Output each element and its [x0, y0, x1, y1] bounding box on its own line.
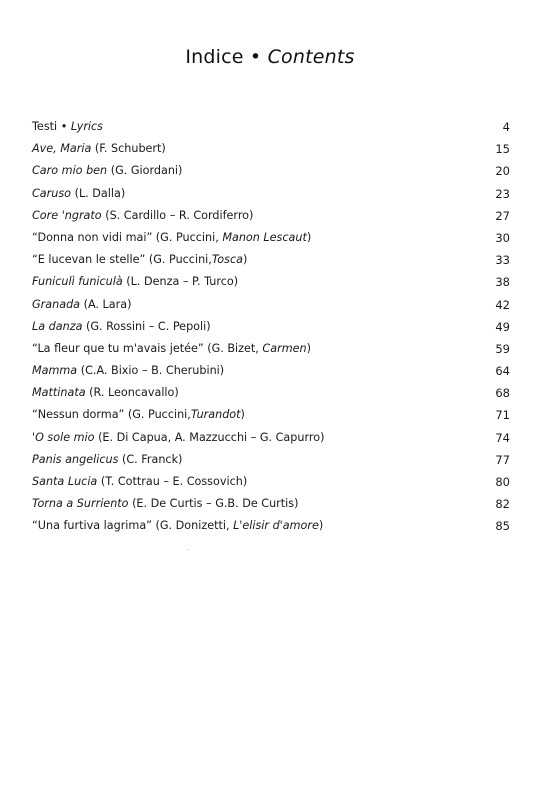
toc-entry-title	[32, 404, 245, 426]
toc-entry-title-part: Panis angelicus	[32, 452, 119, 466]
toc-entry	[32, 227, 510, 249]
toc-entry-page-number: 27	[495, 208, 510, 223]
toc-entry-title-part: (L. Dalla)	[71, 186, 126, 200]
toc-entry-title-part: )	[306, 230, 312, 244]
toc-entry-title	[32, 338, 311, 360]
toc-entry-page-number: 38	[495, 275, 510, 290]
toc-entry-page-number: 64	[495, 364, 510, 379]
toc-entry-title	[32, 382, 179, 404]
toc-entry-title	[32, 227, 311, 249]
title-main: Indice	[185, 46, 244, 68]
toc-entry-title-part: “Nessun dorma” (G. Puccini,	[32, 408, 191, 422]
title-separator: •	[249, 46, 262, 68]
toc-entry-page-number: 20	[495, 164, 510, 179]
toc-entry	[32, 449, 510, 471]
toc-entry-title-part: Santa Lucia	[32, 475, 98, 488]
toc-entry	[32, 382, 510, 404]
toc-entry	[32, 160, 510, 182]
toc-entry-title-part: “Donna non vidi mai” (G. Puccini,	[32, 230, 223, 244]
toc-entry-title	[32, 294, 131, 316]
toc-entry-page-number: 4	[502, 120, 510, 134]
toc-entry-title-part: Manon Lescaut	[222, 230, 307, 244]
toc-entry	[32, 183, 510, 205]
toc-entry	[32, 249, 510, 271]
toc-entry-title-part: 'O sole mio	[32, 430, 95, 444]
toc-entry	[32, 471, 510, 493]
toc-entry-title	[32, 249, 247, 271]
toc-entry-title-part: (E. De Curtis – G.B. De Curtis)	[128, 497, 299, 511]
toc-entry-title-part: Core 'ngrato	[32, 208, 102, 222]
toc-entry-title-part: La danza	[32, 319, 83, 333]
toc-entry	[32, 515, 510, 537]
toc-entry	[32, 404, 510, 426]
toc-entry-title-part: (F. Schubert)	[91, 142, 166, 156]
toc-entry-page-number: 80	[495, 475, 510, 489]
table-of-contents	[32, 116, 510, 538]
toc-entry-title-part: “E lucevan le stelle” (G. Puccini,	[32, 253, 212, 267]
toc-entry	[32, 138, 510, 160]
toc-entry	[32, 338, 510, 360]
toc-entry-title-part: Torna a Surriento	[32, 497, 129, 511]
toc-entry	[32, 493, 510, 515]
toc-entry-title-part: )	[242, 253, 248, 267]
toc-entry-title	[32, 471, 247, 493]
toc-entry-page-number: 74	[495, 430, 510, 445]
toc-entry-title-part: (R. Leoncavallo)	[85, 386, 179, 400]
toc-entry-title-part: Lyrics	[70, 120, 104, 133]
toc-entry-title-part: (A. Lara)	[80, 297, 132, 311]
toc-entry-title	[32, 316, 211, 338]
toc-entry-title-part: “Una furtiva lagrima” (G. Donizetti,	[32, 519, 234, 533]
toc-entry-title-part: (G. Giordani)	[107, 164, 183, 178]
toc-entry-page-number: 33	[495, 253, 510, 268]
toc-entry-title-part: Testi •	[32, 120, 71, 133]
toc-entry	[32, 316, 510, 338]
toc-entry-title-part: )	[240, 408, 245, 422]
toc-entry-title-part: Mattinata	[32, 386, 86, 400]
toc-entry-title-part: (C.A. Bixio – B. Cherubini)	[77, 364, 225, 378]
toc-entry-title-part: Tosca	[211, 253, 243, 267]
toc-entry-title-part: (S. Cardillo – R. Cordiferro)	[101, 208, 254, 222]
toc-entry-title-part: (T. Cottrau – E. Cossovich)	[97, 475, 248, 488]
toc-entry	[32, 205, 510, 227]
toc-entry-title	[32, 360, 224, 382]
toc-entry-title	[32, 160, 182, 182]
toc-entry-title	[32, 427, 324, 449]
toc-entry-title-part: (C. Franck)	[118, 452, 183, 466]
toc-entry-title-part: Carmen	[262, 341, 307, 355]
toc-entry-title	[32, 493, 298, 515]
page-title	[0, 46, 540, 68]
toc-entry-title-part: Caruso	[32, 186, 72, 200]
toc-entry-title-part: )	[318, 519, 324, 533]
toc-entry-title-part: L'elisir d'amore	[233, 519, 319, 533]
toc-entry-title-part: )	[306, 341, 311, 355]
toc-entry-title	[32, 183, 125, 205]
toc-entry-page-number: 59	[495, 341, 510, 356]
toc-entry-page-number: 82	[495, 497, 510, 512]
toc-entry	[32, 427, 510, 449]
toc-entry	[32, 294, 510, 316]
toc-entry-title	[32, 116, 103, 138]
toc-entry-page-number: 30	[495, 230, 510, 245]
toc-entry-title	[32, 515, 323, 537]
toc-entry-title-part: Turandot	[190, 408, 241, 422]
toc-entry	[32, 116, 510, 138]
toc-entry-title-part: Granada	[32, 297, 81, 311]
toc-entry-title-part: (G. Rossini – C. Pepoli)	[82, 319, 211, 333]
toc-entry-title	[32, 205, 253, 227]
toc-entry-title-part: Ave, Maria	[32, 142, 92, 156]
toc-entry-page-number: 77	[495, 452, 510, 467]
toc-entry-page-number: 15	[495, 142, 510, 157]
toc-entry-page-number: 85	[495, 519, 510, 534]
toc-entry	[32, 271, 510, 293]
toc-entry-title-part: Mamma	[32, 364, 78, 378]
speck-mark	[187, 549, 188, 550]
title-secondary: Contents	[267, 46, 355, 68]
toc-entry-title-part: Funiculì funiculà	[32, 275, 123, 289]
toc-entry-title-part: (E. Di Capua, A. Mazzucchi – G. Capurro)	[94, 430, 325, 444]
toc-entry-title	[32, 271, 238, 293]
toc-entry-page-number: 68	[495, 386, 510, 401]
toc-entry	[32, 360, 510, 382]
toc-entry-page-number: 23	[495, 186, 510, 201]
toc-entry-title-part: “La fleur que tu m'avais jetée” (G. Bizet,	[32, 341, 263, 355]
toc-entry-page-number: 42	[495, 297, 510, 312]
toc-entry-page-number: 49	[495, 319, 510, 334]
toc-entry-title-part: Caro mio ben	[32, 164, 108, 178]
toc-entry-title	[32, 138, 166, 160]
toc-entry-title	[32, 449, 182, 471]
toc-entry-title-part: (L. Denza – P. Turco)	[122, 275, 239, 289]
toc-entry-page-number: 71	[495, 408, 510, 423]
